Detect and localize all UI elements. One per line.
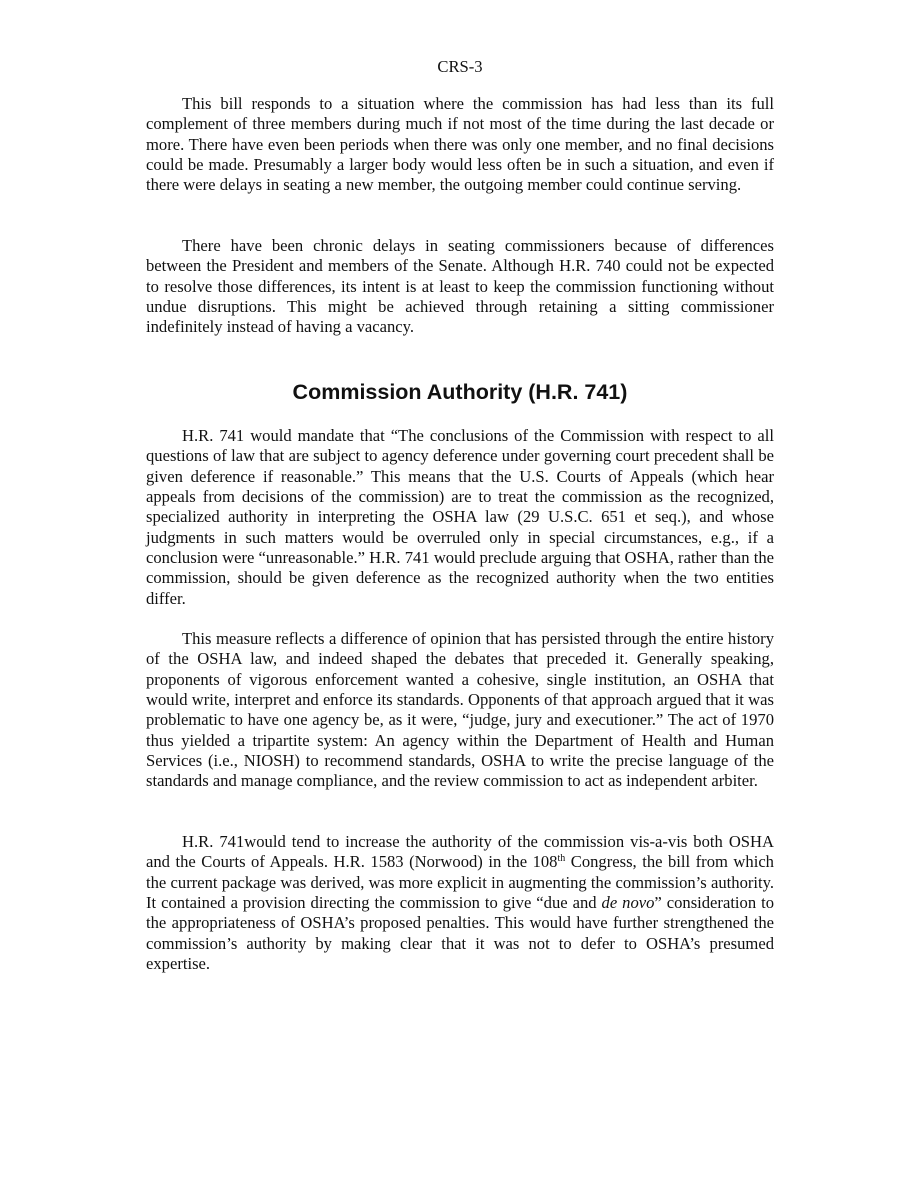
ordinal-suffix: th	[557, 853, 566, 865]
paragraph-seating-delays: There have been chronic delays in seating commissioners because of differences between the President and members of the Senate. Although H.R. 740 could not be expected to resolve those differences, its intent is at least to keep the commission functioning without undue disruptions. This might be achieved through retaining a sitting commissioner indefinitely instead of having a vacancy.	[146, 236, 774, 337]
paragraph-text-part: Congress, the bill from which the current package was derived, was more explicit in augmenting the commission’s authority. It contained a provision directing the commission to give “due and	[146, 852, 774, 913]
paragraph-text-part: H.R. 741would tend to increase the authority of the commission vis-a-vis both OSHA and the Courts of Appeals. H.R. 1583 (Norwood) in the 108	[146, 832, 774, 872]
paragraph-commission-vacancies: This bill responds to a situation where the commission has had less than its full complement of three members during much if not most of the time during the last decade or more. There have even been periods when there was only one member, and no final decisions could be made. Presumably a larger body would less often be in such a situation, and even if there were delays in seating a new member, the outgoing member could continue serving.	[146, 94, 774, 195]
italic-term: de novo	[601, 893, 655, 913]
paragraph-commission-authority	[146, 832, 774, 974]
paragraph-text-part: ” consideration to the appropriateness of OSHA’s proposed penalties. This would have further strengthened the commission’s authority by making clear that it was not to defer to OSHA’s presumed expertise.	[146, 893, 774, 974]
section-heading: Commission Authority (H.R. 741)	[292, 380, 628, 404]
page-number: CRS-3	[437, 57, 483, 76]
paragraph-hr741-mandate: H.R. 741 would mandate that “The conclusions of the Commission with respect to all questions of law that are subject to agency deference under governing court precedent shall be given deference if reasonable.” This means that the U.S. Courts of Appeals (which hear appeals from decisions of the commission) are to treat the commission as the recognized, specialized authority in interpreting the OSHA law (29 U.S.C. 651 et seq.), and whose judgments in such matters would be overruled only in special circumstances, e.g., if a conclusion were “unreasonable.” H.R. 741 would preclude arguing that OSHA, rather than the commission, should be given deference as the recognized authority when the two entities differ.	[146, 426, 774, 608]
paragraph-tripartite-system: This measure reflects a difference of opinion that has persisted through the entire history of the OSHA law, and indeed shaped the debates that preceded it. Generally speaking, proponents of vigorous enforcement wanted a cohesive, single institution, an OSHA that would write, interpret and enforce its standards. Opponents of that approach argued that it was problematic to have one agency be, as it were, “judge, jury and executioner.” The act of 1970 thus yielded a tripartite system: An agency within the Department of Health and Human Services (i.e., NIOSH) to recommend standards, OSHA to write the precise language of the standards and manage compliance, and the review commission to act as independent arbiter.	[146, 629, 774, 791]
